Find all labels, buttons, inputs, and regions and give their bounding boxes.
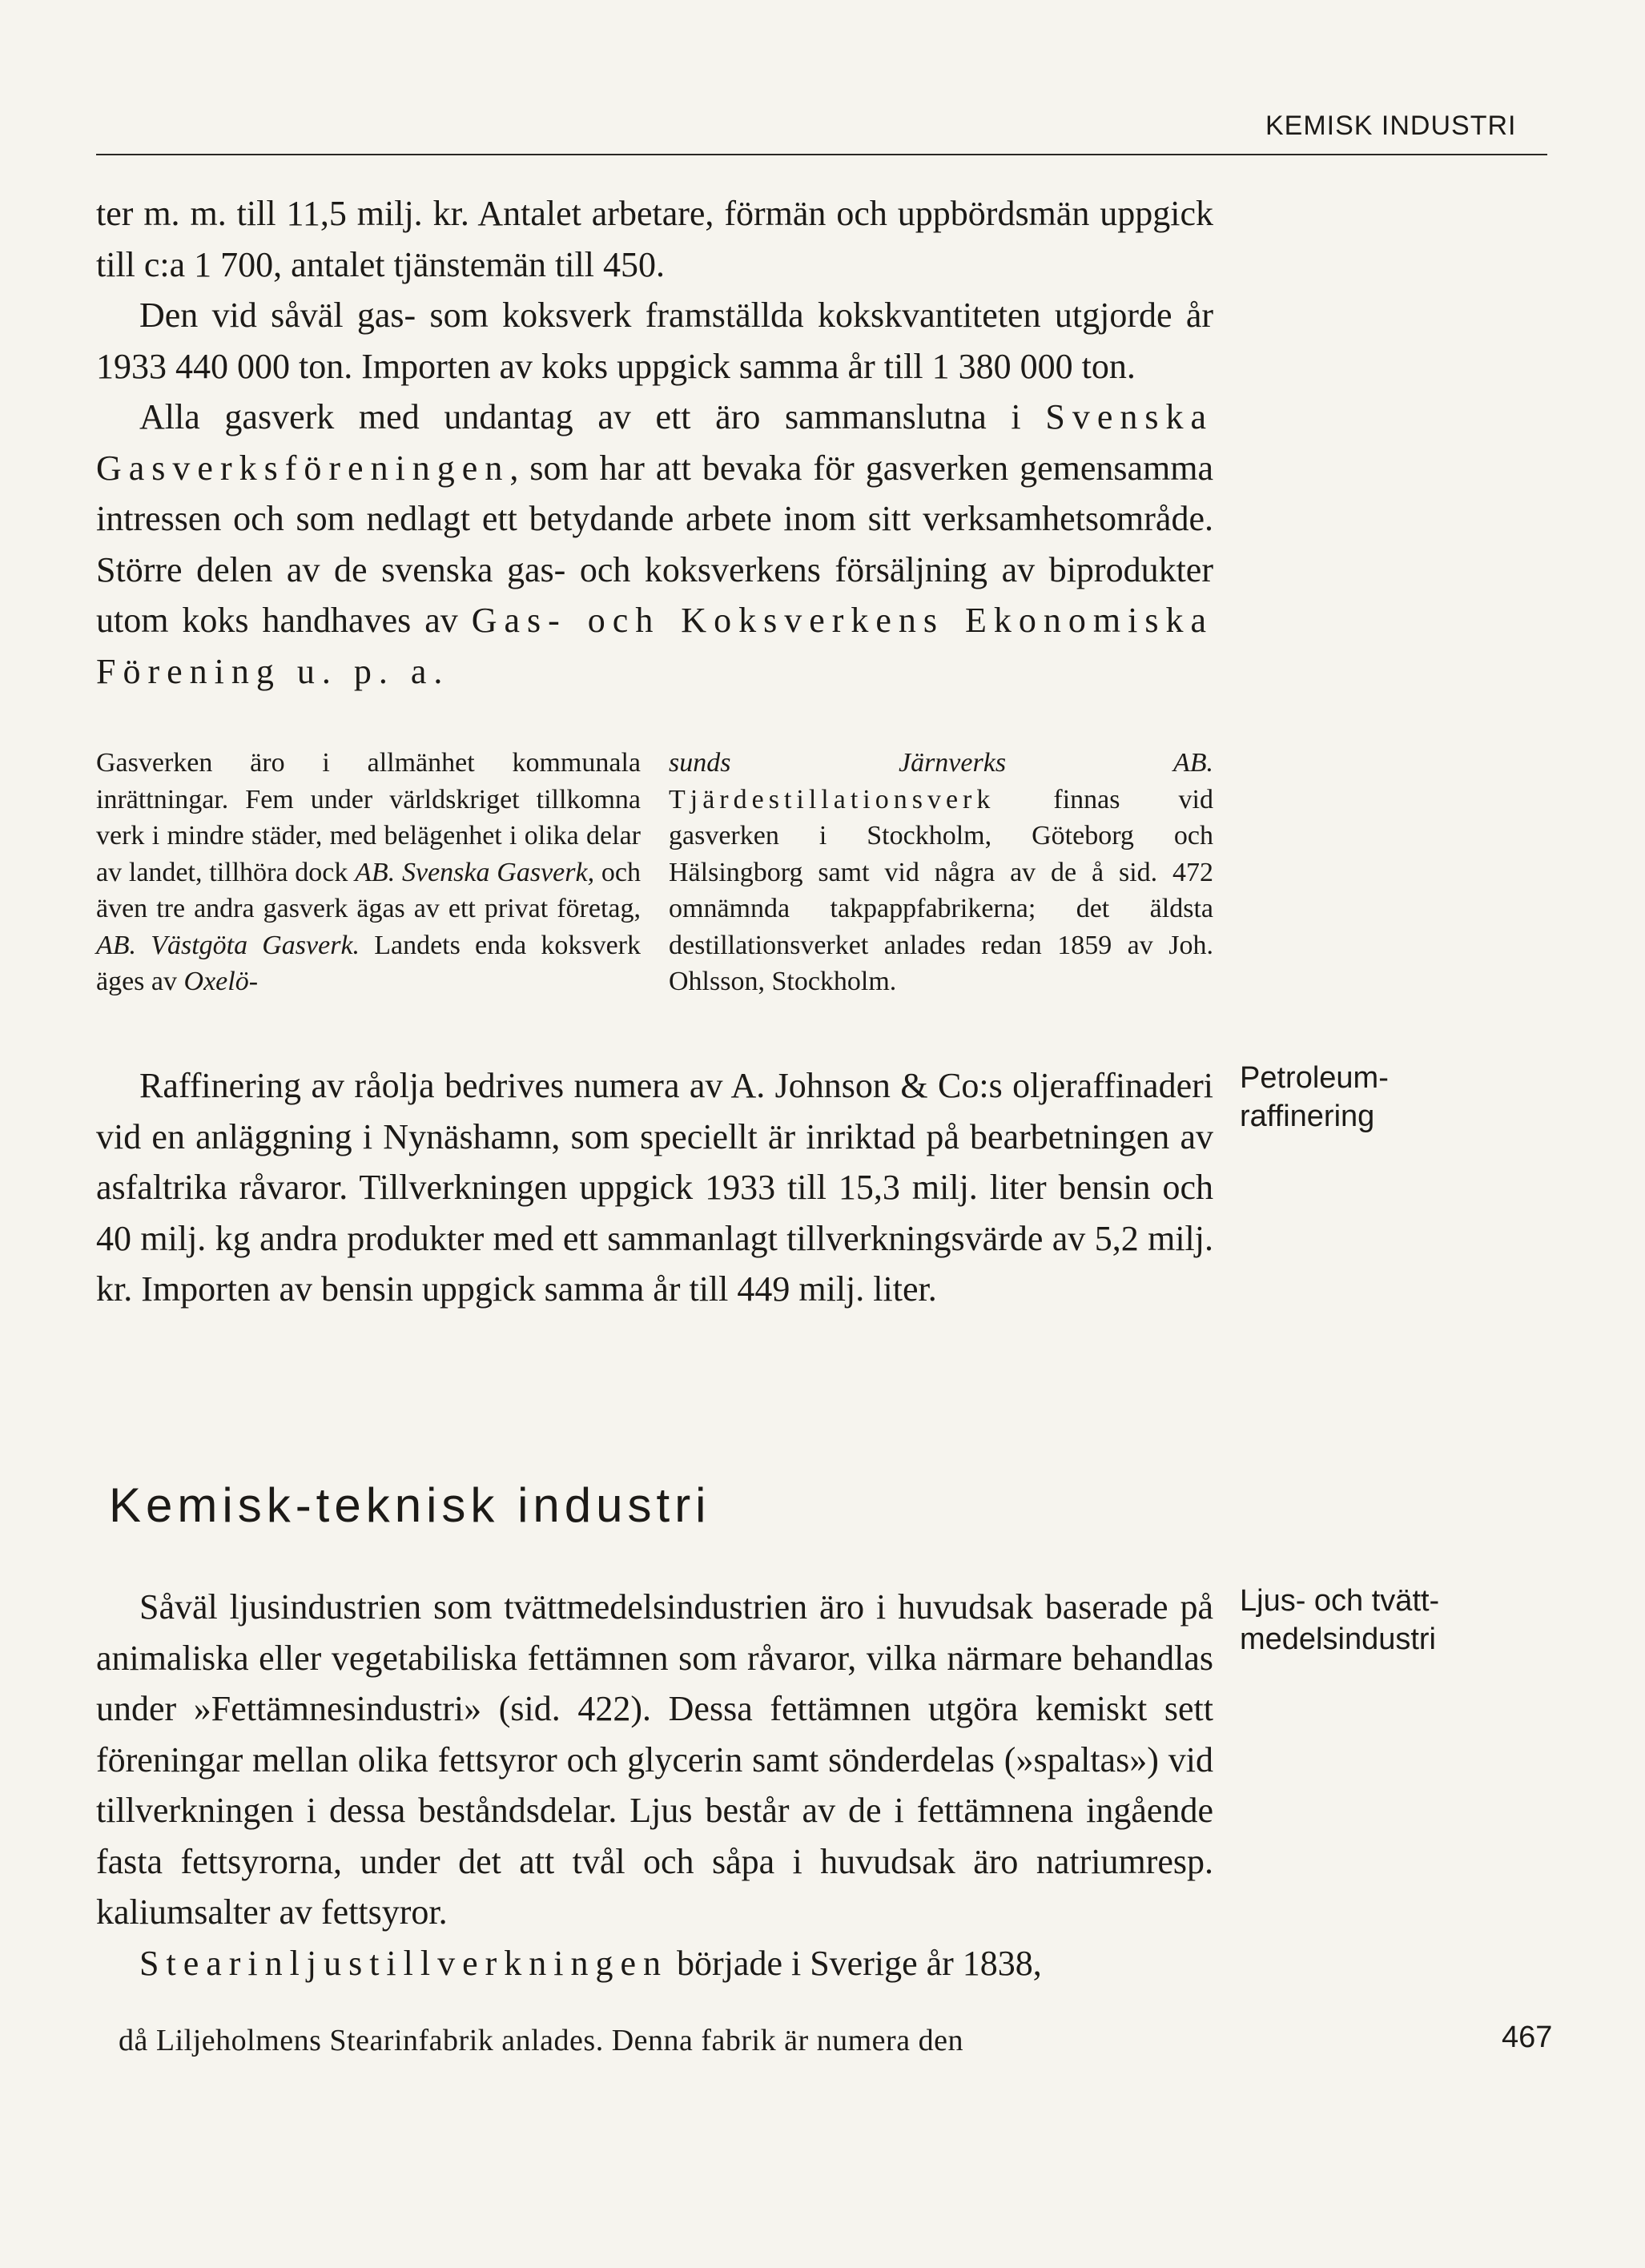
header-rule xyxy=(96,154,1547,155)
running-head: KEMISK INDUSTRI xyxy=(1265,111,1517,141)
paragraph: Raffinering av råolja bedrives numera av A. Johnson & Co:s oljeraffinaderi vid en anläggning i Nynäshamn, som speciellt är inriktad på bearbetningen av asfaltrika råvaror. Tillverkningen uppgick 1933 till 15,3 milj. liter bensin och 40 milj. kg andra produkter med ett sammanlagt tillverkningsvärde av 5,2 milj. kr. Importen av bensin uppgick samma år till 449 milj. liter. xyxy=(96,1066,1213,1309)
text-block-chemical xyxy=(96,1582,1213,1989)
text-block-petroleum xyxy=(96,1060,1213,1315)
text-block-gas xyxy=(96,188,1213,697)
org-name: Svenska Gasverksföreningen xyxy=(96,397,1213,488)
small-print-right: sunds Järnverks AB. Tjärdestillationsverk finnas vid gasverken i Stockholm, Göteborg och Hälsingborg samt vid några av de å sid. 472 omnämnda takpappfabrikerna; det äldsta destillationsverket anlades redan 1859 av Joh. Ohlsson, Stockholm. xyxy=(669,748,1213,996)
keyword: Stearinljustillverkningen xyxy=(139,1943,669,1983)
small-print-columns xyxy=(96,745,1213,1000)
page-number: 467 xyxy=(1502,2021,1553,2054)
margin-note-petroleum: Petroleum- raffinering xyxy=(1240,1061,1389,1133)
paragraph: ter m. m. till 11,5 milj. kr. Antalet arbetare, förmän och uppbördsmän uppgick till c:a 1 700, antalet tjänstemän till 450. xyxy=(96,194,1213,284)
footer-line: då Liljeholmens Stearinfabrik anlades. Denna fabrik är numera den xyxy=(119,2024,963,2057)
margin-note-ljus: Ljus- och tvätt- medelsindustri xyxy=(1240,1584,1440,1656)
section-heading: Kemisk-teknisk industri xyxy=(109,1478,711,1532)
paragraph: Den vid såväl gas- som koksverk framställda kokskvantiteten utgjorde år 1933 440 000 ton. Importen av koks uppgick samma år till 1 380 000 ton. xyxy=(96,296,1213,386)
org-name: Gas- och Koksverkens Ekonomiska Förening u. p. a. xyxy=(96,601,1213,691)
paragraph: Alla gasverk med undantag av ett äro sammanslutna i Svenska Gasverksföreningen, som har att bevaka för gasverken gemensamma intressen och som nedlagt ett betydande arbete inom sitt verksamhetsområde. Större delen av de svenska gas- och koksverkens försäljning av biprodukter utom koks handhaves av Gas- och Koksverkens Ekonomiska Förening u. p. a. xyxy=(96,397,1213,691)
paragraph: Stearinljustillverkningen började i Sverige år 1838, xyxy=(139,1943,1042,1983)
small-print-left: Gasverken äro i allmänhet kommunala inrättningar. Fem under världskriget tillkomna verk i mindre städer, med belägenhet i olika delar av landet, tillhöra dock AB. Svenska Gasverk, och även tre andra gasverk ägas av ett privat företag, AB. Västgöta Gasverk. Landets enda koksverk äges av Oxelö- xyxy=(96,748,641,996)
paragraph: Såväl ljusindustrien som tvättmedelsindustrien äro i huvudsak baserade på animaliska eller vegetabiliska fettämnen som råvaror, vilka närmare behandlas under »Fettämnesindustri» (sid. 422). Dessa fettämnen utgöra kemiskt sett föreningar mellan olika fettsyror och glycerin samt sönderdelas (»spaltas») vid tillverkningen i dessa beståndsdelar. Ljus består av de i fettämnena ingående fasta fettsyrorna, under det att tvål och såpa i huvudsak äro natriumresp. kaliumsalter av fettsyror. xyxy=(96,1587,1213,1932)
